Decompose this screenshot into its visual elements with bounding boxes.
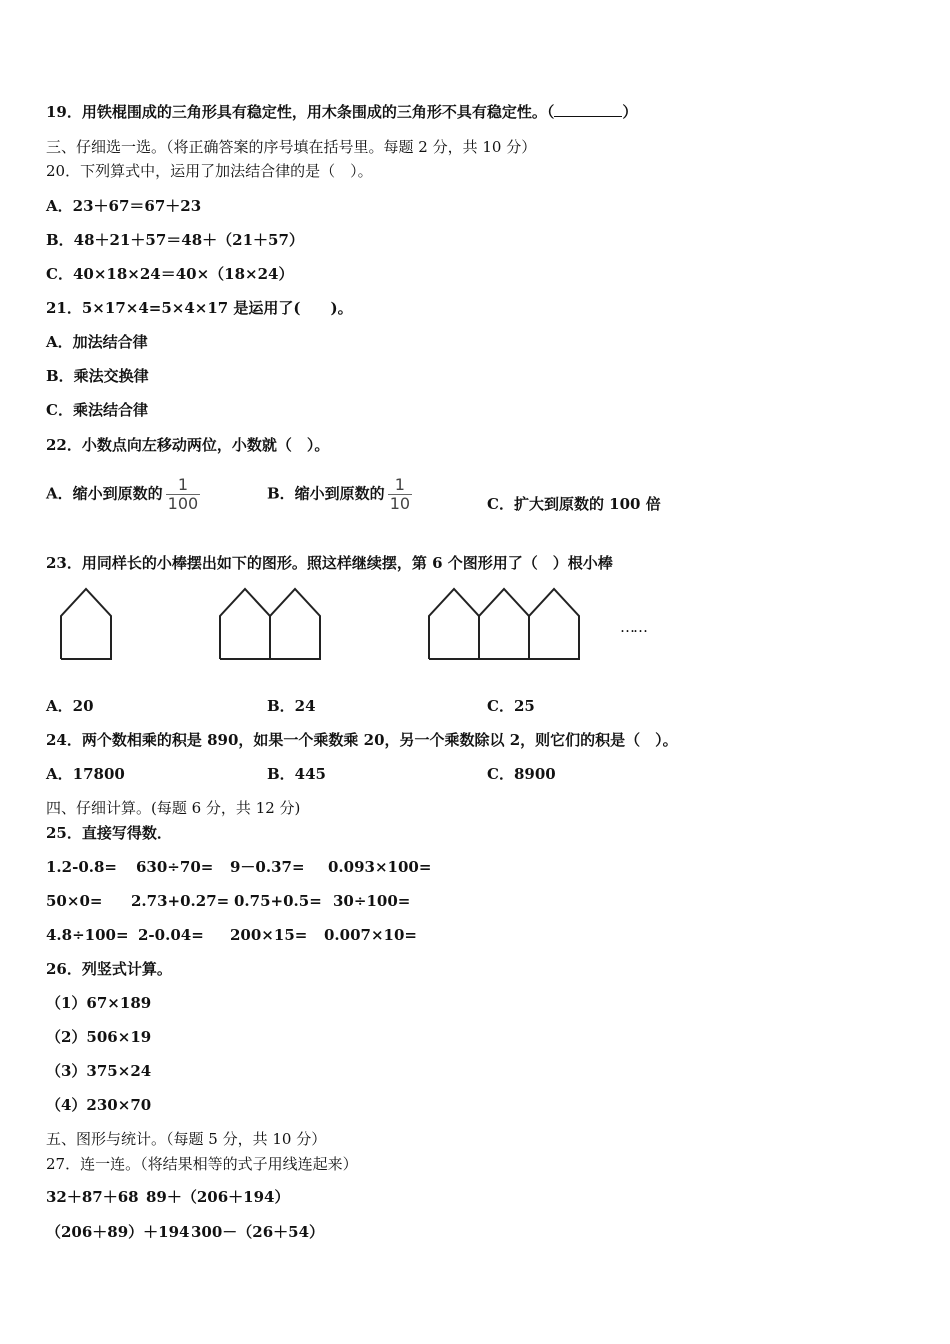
option-b-label: B．缩小到原数的: [267, 484, 385, 503]
calc-item: 0.093×100=: [328, 858, 432, 876]
match-expression: （206＋89）＋194: [46, 1223, 190, 1241]
calc-item: 30÷100=: [333, 892, 411, 910]
calc-item: 630÷70=: [136, 858, 214, 876]
question-26-stem: 26．列竖式计算。: [46, 960, 172, 978]
calc-item: 4.8÷100=: [46, 926, 129, 944]
calc-item: 0.75+0.5=: [234, 892, 322, 910]
question-26-item-4: （4）230×70: [46, 1096, 152, 1114]
match-expression: 32＋87＋68: [46, 1188, 139, 1206]
question-23-option-c: C．25: [487, 697, 535, 715]
answer-blank[interactable]: [554, 102, 622, 117]
question-21-option-b: B．乘法交换律: [46, 367, 149, 385]
figure-3-houses: [426, 586, 582, 662]
calc-item: 50×0=: [46, 892, 103, 910]
section-4-heading: 四、仔细计算。(每题 6 分，共 12 分): [46, 799, 301, 817]
question-24-stem: 24．两个数相乘的积是 890，如果一个乘数乘 20，另一个乘数除以 2，则它们的积是（ ）。: [46, 731, 678, 749]
question-26-item-3: （3）375×24: [46, 1062, 152, 1080]
calc-item: 0.007×10=: [324, 926, 417, 944]
fraction-1-100: $\frac{1}{100}$: [167, 475, 199, 513]
question-20-option-c: C．40×18×24＝40×（18×24）: [46, 265, 294, 283]
question-24-option-b: B．445: [267, 765, 326, 783]
question-22-stem: 22．小数点向左移动两位，小数就（ ）。: [46, 436, 330, 454]
fraction-1-10: $\frac{1}{10}$: [389, 475, 411, 513]
question-22-option-c: C．扩大到原数的 100 倍: [487, 495, 661, 513]
question-23-option-b: B．24: [267, 697, 316, 715]
match-expression: 300－（26＋54）: [191, 1223, 325, 1241]
section-5-heading: 五、图形与统计。（每题 5 分，共 10 分）: [46, 1130, 327, 1148]
question-27-stem: 27．连一连。（将结果相等的式子用线连起来）: [46, 1155, 358, 1173]
question-25-stem: 25．直接写得数．: [46, 824, 172, 842]
calc-item: 200×15=: [230, 926, 308, 944]
question-19-close: ）: [622, 103, 638, 121]
question-26-item-2: （2）506×19: [46, 1028, 152, 1046]
calc-item: 1.2-0.8=: [46, 858, 117, 876]
question-24-option-a: A．17800: [46, 765, 125, 783]
question-19-text: 19．用铁棍围成的三角形具有稳定性，用木条围成的三角形不具有稳定性。（: [46, 103, 555, 121]
question-21-option-c: C．乘法结合律: [46, 401, 148, 419]
figure-2-houses: [217, 586, 323, 662]
option-a-label: A．缩小到原数的: [46, 484, 163, 503]
question-20-option-b: B．48＋21＋57＝48＋（21＋57）: [46, 231, 304, 249]
question-19: [46, 102, 637, 122]
calc-item: 9－0.37=: [230, 858, 305, 876]
calc-item: 2-0.04=: [138, 926, 204, 944]
question-23-option-a: A．20: [46, 697, 94, 715]
question-20-stem: 20．下列算式中，运用了加法结合律的是（ ）。: [46, 162, 373, 180]
match-expression: 89＋（206＋194）: [146, 1188, 290, 1206]
question-21-option-a: A．加法结合律: [46, 333, 148, 351]
question-24-option-c: C．8900: [487, 765, 556, 783]
question-23-stem: 23．用同样长的小棒摆出如下的图形。照这样继续摆，第 6 个图形用了（ ）根小棒: [46, 554, 613, 572]
calc-item: 2.73+0.27=: [131, 892, 230, 910]
question-22-option-b: [267, 476, 412, 513]
question-26-item-1: （1）67×189: [46, 994, 152, 1012]
section-3-heading: 三、仔细选一选。（将正确答案的序号填在括号里。每题 2 分，共 10 分）: [46, 138, 537, 156]
question-21-stem: 21．5×17×4=5×4×17 是运用了( )。: [46, 299, 353, 317]
question-20-option-a: A．23＋67＝67＋23: [46, 197, 202, 215]
ellipsis: ……: [620, 618, 646, 636]
figure-1-house: [58, 586, 114, 662]
question-22-option-a: [46, 476, 200, 513]
